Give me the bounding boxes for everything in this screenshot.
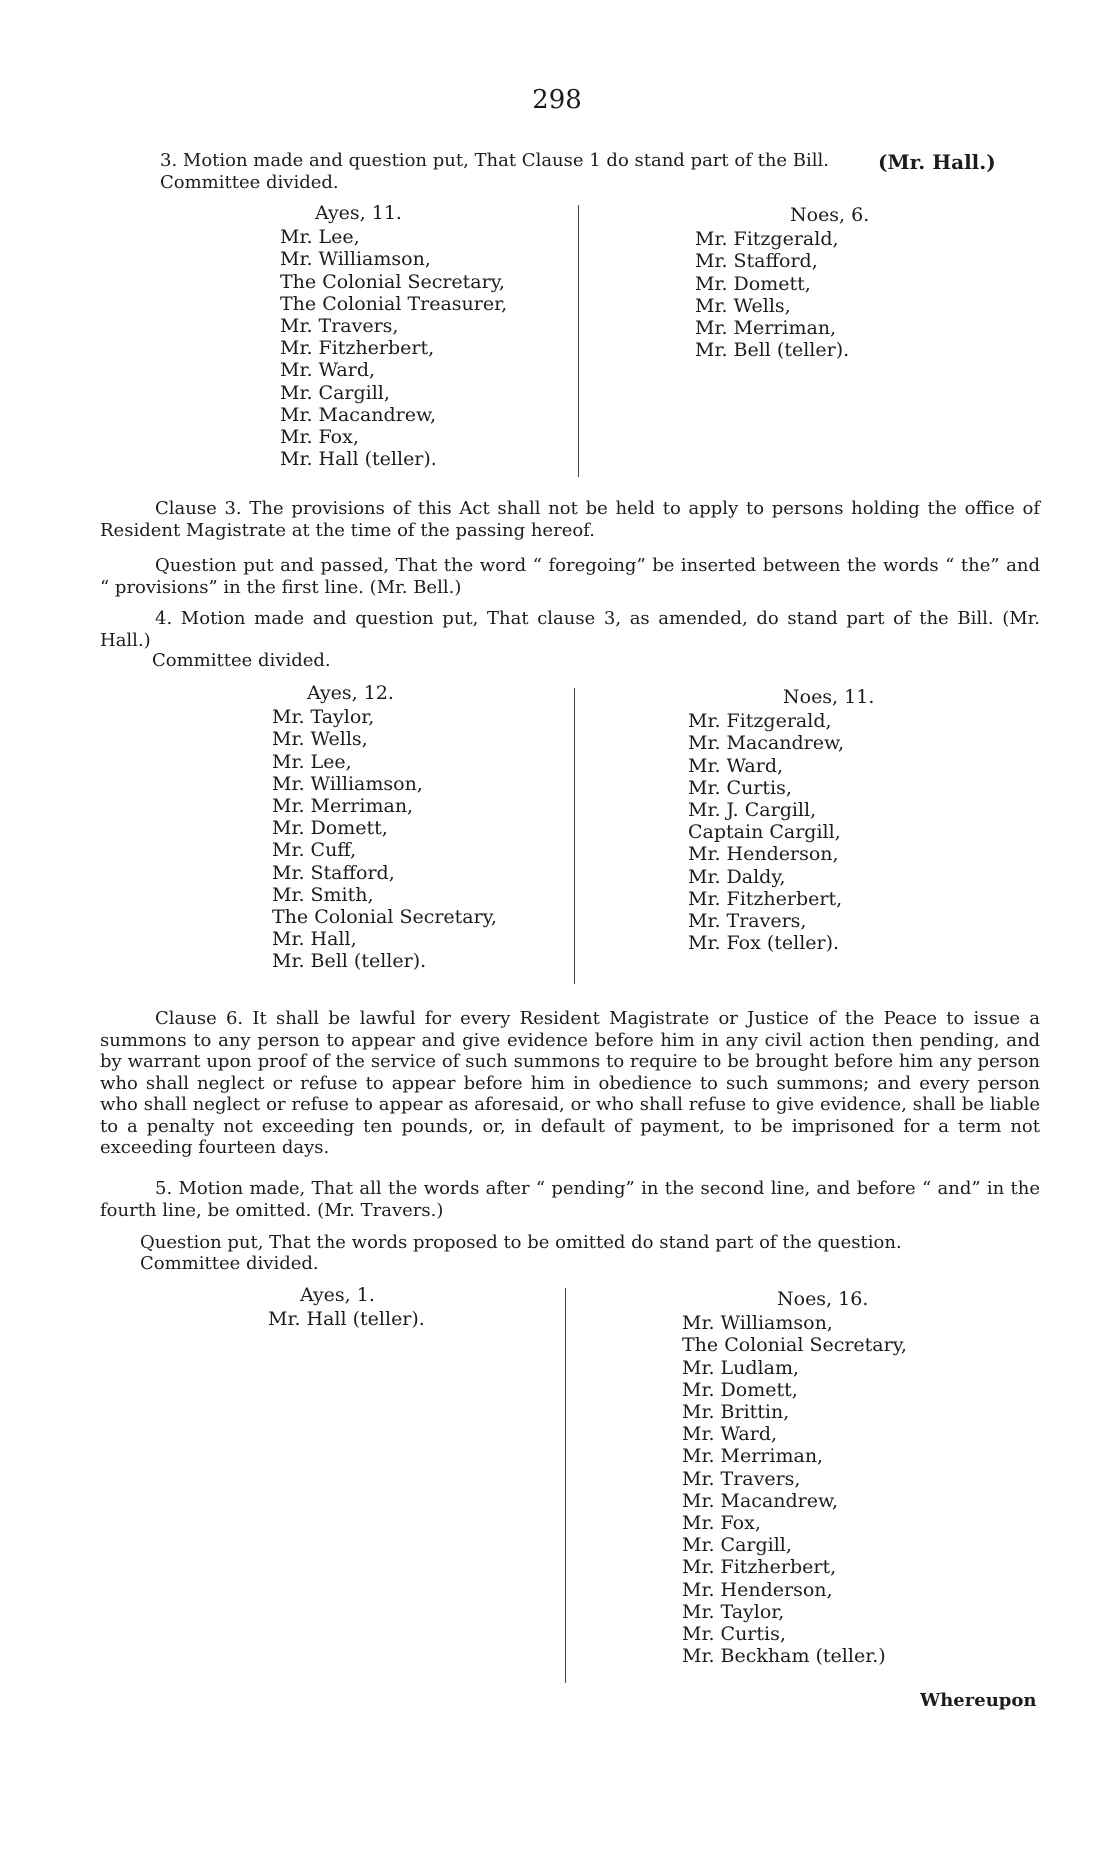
member-name: Mr. Cargill, (280, 381, 390, 404)
member-name: Mr. Taylor, (682, 1600, 785, 1623)
division-2-noes (688, 686, 948, 954)
member-name: Mr. Wells, (272, 728, 368, 751)
member-name: Mr. Travers, (280, 315, 399, 338)
division-2-ayes (272, 682, 532, 973)
member-name: Mr. Cargill, (682, 1534, 792, 1557)
member-name: Mr. Travers, (682, 1467, 801, 1490)
member-name: Mr. J. Cargill, (688, 799, 817, 822)
member-name: Mr. Stafford, (695, 250, 818, 273)
member-name: Mr. Lee, (272, 750, 352, 773)
member-name: The Colonial Secretary, (682, 1334, 907, 1357)
member-name: Mr. Henderson, (682, 1578, 833, 1601)
member-name: Mr. Merriman, (695, 317, 837, 340)
member-name: Mr. Fox, (280, 426, 359, 449)
member-name: Mr. Cuff, (272, 839, 357, 862)
member-name: Mr. Smith, (272, 883, 374, 906)
committee-divided-1: Committee divided. (160, 172, 339, 193)
division-3-ayes-header: Ayes, 1. (300, 1284, 375, 1306)
question-put-text: Question put, That the words proposed to be omitted do stand part of the question. (140, 1232, 902, 1253)
division-3-ayes (268, 1284, 518, 1330)
committee-divided-2: Committee divided. (152, 650, 331, 671)
member-name: Mr. Bell (teller). (695, 339, 850, 362)
member-name: Mr. Curtis, (682, 1623, 786, 1646)
member-name: Mr. Travers, (688, 910, 807, 933)
member-name: The Colonial Secretary, (280, 270, 505, 293)
motion-5-text: 5. Motion made, That all the words after “ pending” in the second line, and before “ and” in the fourth line, be omitted. (Mr. Travers.) (100, 1178, 1040, 1221)
member-name: Mr. Hall (teller). (268, 1308, 425, 1331)
member-name: Mr. Macandrew, (280, 403, 437, 426)
member-name: Captain Cargill, (688, 821, 841, 844)
member-name: Mr. Taylor, (272, 706, 375, 729)
member-name: Mr. Macandrew, (682, 1489, 839, 1512)
member-name: Mr. Fox (teller). (688, 932, 840, 955)
member-name: Mr. Williamson, (272, 772, 423, 795)
member-name: Mr. Fitzherbert, (688, 887, 843, 910)
member-name: Mr. Fitzherbert, (280, 337, 435, 360)
motion-3-mover: (Mr. Hall.) (878, 150, 996, 174)
member-name: Mr. Williamson, (682, 1312, 833, 1335)
division-1-noes (695, 204, 945, 361)
division-2-divider (574, 688, 575, 984)
member-name: Mr. Ward, (682, 1423, 778, 1446)
member-name: Mr. Merriman, (682, 1445, 824, 1468)
division-2-noes-list (688, 710, 948, 954)
division-2-ayes-header: Ayes, 12. (307, 682, 394, 704)
division-1-ayes (280, 202, 530, 470)
member-name: Mr. Stafford, (272, 861, 395, 884)
member-name: The Colonial Secretary, (272, 906, 497, 929)
member-name: Mr. Daldy, (688, 865, 786, 888)
division-1-ayes-header: Ayes, 11. (315, 202, 402, 224)
division-3-divider (565, 1288, 566, 1683)
division-3-ayes-list (268, 1308, 518, 1330)
member-name: Mr. Beckham (teller.) (682, 1645, 886, 1668)
member-name: Mr. Ward, (688, 754, 784, 777)
member-name: Mr. Fitzgerald, (688, 710, 832, 733)
division-2-ayes-list (272, 706, 532, 972)
member-name: Mr. Domett, (695, 272, 811, 295)
member-name: Mr. Fox, (682, 1512, 761, 1535)
member-name: Mr. Ludlam, (682, 1356, 800, 1379)
motion-4-text: 4. Motion made and question put, That clause 3, as amended, do stand part of the Bill. (Mr. Hall.) (100, 608, 1040, 651)
member-name: Mr. Domett, (682, 1378, 798, 1401)
division-3-noes-header: Noes, 16. (777, 1288, 869, 1310)
motion-3-text: 3. Motion made and question put, That Clause 1 do stand part of the Bill. (160, 150, 830, 171)
page-number: 298 (532, 85, 582, 115)
member-name: Mr. Fitzgerald, (695, 228, 839, 251)
member-name: Mr. Hall, (272, 928, 357, 951)
member-name: Mr. Bell (teller). (272, 950, 427, 973)
division-2-noes-header: Noes, 11. (783, 686, 875, 708)
member-name: Mr. Brittin, (682, 1401, 790, 1424)
division-1-ayes-list (280, 226, 530, 470)
division-1-divider (578, 205, 579, 477)
member-name: Mr. Curtis, (688, 776, 792, 799)
member-name: Mr. Fitzherbert, (682, 1556, 837, 1579)
division-3-noes (682, 1288, 962, 1667)
member-name: Mr. Henderson, (688, 843, 839, 866)
member-name: The Colonial Treasurer, (280, 292, 508, 315)
member-name: Mr. Merriman, (272, 795, 414, 818)
catchword: Whereupon (920, 1690, 1037, 1711)
member-name: Mr. Domett, (272, 817, 388, 840)
member-name: Mr. Ward, (280, 359, 376, 382)
member-name: Mr. Hall (teller). (280, 448, 437, 471)
division-1-noes-header: Noes, 6. (790, 204, 870, 226)
member-name: Mr. Lee, (280, 226, 360, 249)
committee-divided-3: Committee divided. (140, 1253, 319, 1274)
division-1-noes-list (695, 228, 945, 361)
division-3-noes-list (682, 1312, 962, 1667)
member-name: Mr. Macandrew, (688, 732, 845, 755)
member-name: Mr. Wells, (695, 294, 791, 317)
question-passed-text: Question put and passed, That the word “ foregoing” be inserted between the words “ the” and “ provisions” in the first line. (Mr. Bell.) (100, 555, 1040, 598)
clause-3-text: Clause 3. The provisions of this Act shall not be held to apply to persons holding the office of Resident Magistrate at the time of the passing hereof. (100, 498, 1040, 541)
member-name: Mr. Williamson, (280, 248, 431, 271)
clause-6-text: Clause 6. It shall be lawful for every Resident Magistrate or Justice of the Peace to issue a summons to any person to appear and give evidence before him in any civil action then pending, and by warrant upon proof of the service of such summons to require to be brought before him any person who shall neglect or refuse to appear before him in obedience to such summons; and every person who shall neglect or refuse to appear as aforesaid, or who shall refuse to give evidence, shall be liable to a penalty not exceeding ten pounds, or, in default of payment, to be imprisoned for a term not exceeding fourteen days. (100, 1008, 1040, 1158)
